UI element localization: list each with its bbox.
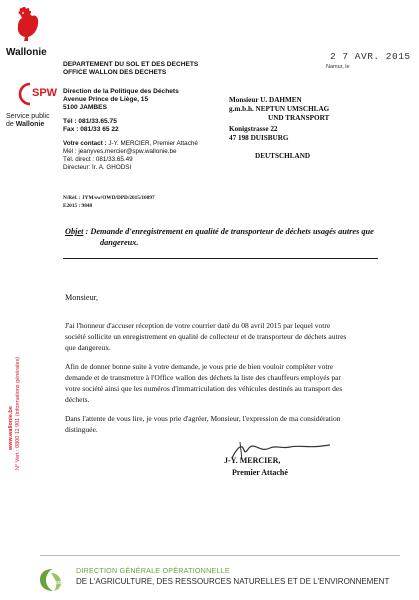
contact-email: Mél : jeanyves.mercier@spw.wallonie.be <box>63 148 177 155</box>
recipient-company: g.m.b.h. NEPTUN UMSCHLAG <box>229 105 330 113</box>
footer-divider <box>40 555 400 556</box>
spw-wordmark: SPW <box>32 87 58 99</box>
wallonie-wordmark: Wallonie <box>6 47 47 58</box>
paragraph-2-line-4: déchets. <box>65 395 90 404</box>
subject-label: Objet <box>65 227 84 236</box>
contact-direct-phone: Tél. direct : 081/33.65.49 <box>63 156 133 163</box>
paragraph-2-line-2: demande et de transmettre à l'Office wallon des déchets la liste des chauffeurs employés par <box>65 373 341 382</box>
address-street: Avenue Prince de Liège, 15 <box>63 96 149 103</box>
green-number-vertical-text: N° Vert : 0800 11 901 (informations générales) <box>15 356 21 470</box>
rooster-logo-icon <box>14 6 40 42</box>
recipient-company-2: UND TRANSPORT <box>268 114 330 122</box>
salutation: Monsieur, <box>65 293 99 302</box>
recipient-country: DEUTSCHLAND <box>255 152 311 160</box>
our-reference: N/Réf. : JYM/sw/OWD/DPD/2015/10897 <box>63 195 155 201</box>
footer-directorate: DIRECTION GÉNÉRALE OPÉRATIONNELLE <box>76 566 230 575</box>
paragraph-1-line-2: société sollicite un enregistrement en qualité de collecteur et de transporteur de déchets autres <box>65 332 347 341</box>
address-city: 5100 JAMBES <box>63 104 107 111</box>
subject-divider <box>63 258 378 259</box>
subject-line-2: dangereux. <box>100 238 139 247</box>
paragraph-1-line-1: J'ai l'honneur d'accuser réception de votre courrier daté du 08 avril 2015 par lequel votre <box>65 321 331 330</box>
subject-line-1: Objet : Demande d'enregistrement en qualité de transporteur de déchets usagés autres que <box>65 227 374 236</box>
signatory-title: Premier Attaché <box>232 468 288 477</box>
sender-fax: Fax : 081/33 65 22 <box>63 126 119 133</box>
director-line: Directeur: Ir. A. GHODSI <box>63 164 132 171</box>
date-stamp: 2 7 AVR. 2015 <box>330 51 411 62</box>
paragraph-3-line-2: distinguée. <box>65 425 98 434</box>
place-label: Namur, le <box>326 64 350 70</box>
dgo3-logo-text: DGO 3 <box>51 580 66 585</box>
spw-subtitle-2: de Wallonie <box>6 121 45 128</box>
footer-department: DE L'AGRICULTURE, DES RESSOURCES NATURELLES ET DE L'ENVIRONNEMENT <box>76 577 390 586</box>
direction-name: Direction de la Politique des Déchets <box>63 88 179 95</box>
office-name: OFFICE WALLON DES DECHETS <box>63 69 167 76</box>
sender-phone: Tél : 081/33.65.75 <box>63 118 117 125</box>
department-name: DEPARTEMENT DU SOL ET DES DECHETS <box>63 61 199 68</box>
spw-subtitle-1: Service public <box>6 113 50 120</box>
contact-line: Votre contact : J-Y. MERCIER, Premier Attaché <box>63 140 198 147</box>
dgo3-logo-icon <box>37 567 66 593</box>
e-reference: E2015 : 9848 <box>63 203 93 209</box>
website-vertical-text: www.wallonie.be <box>8 406 14 450</box>
paragraph-3-line-1: Dans l'attente de vous lire, je vous prie d'agréer, Monsieur, l'expression de ma considération <box>65 414 341 423</box>
signatory-name: J-Y. MERCIER, <box>224 456 281 465</box>
paragraph-1-line-3: que dangereux. <box>65 343 111 352</box>
recipient-name: Monsieur U. DAHMEN <box>229 96 302 104</box>
paragraph-2-line-1: Afin de donner bonne suite à votre demande, je vous prie de bien vouloir compléter votre <box>65 362 334 371</box>
recipient-street: Konigstrasse 22 <box>229 125 278 133</box>
paragraph-2-line-3: votre société ainsi que les numéros d'immatriculation des véhicules destinés au transport des <box>65 384 343 393</box>
recipient-city: 47 198 DUISBURG <box>229 134 289 142</box>
